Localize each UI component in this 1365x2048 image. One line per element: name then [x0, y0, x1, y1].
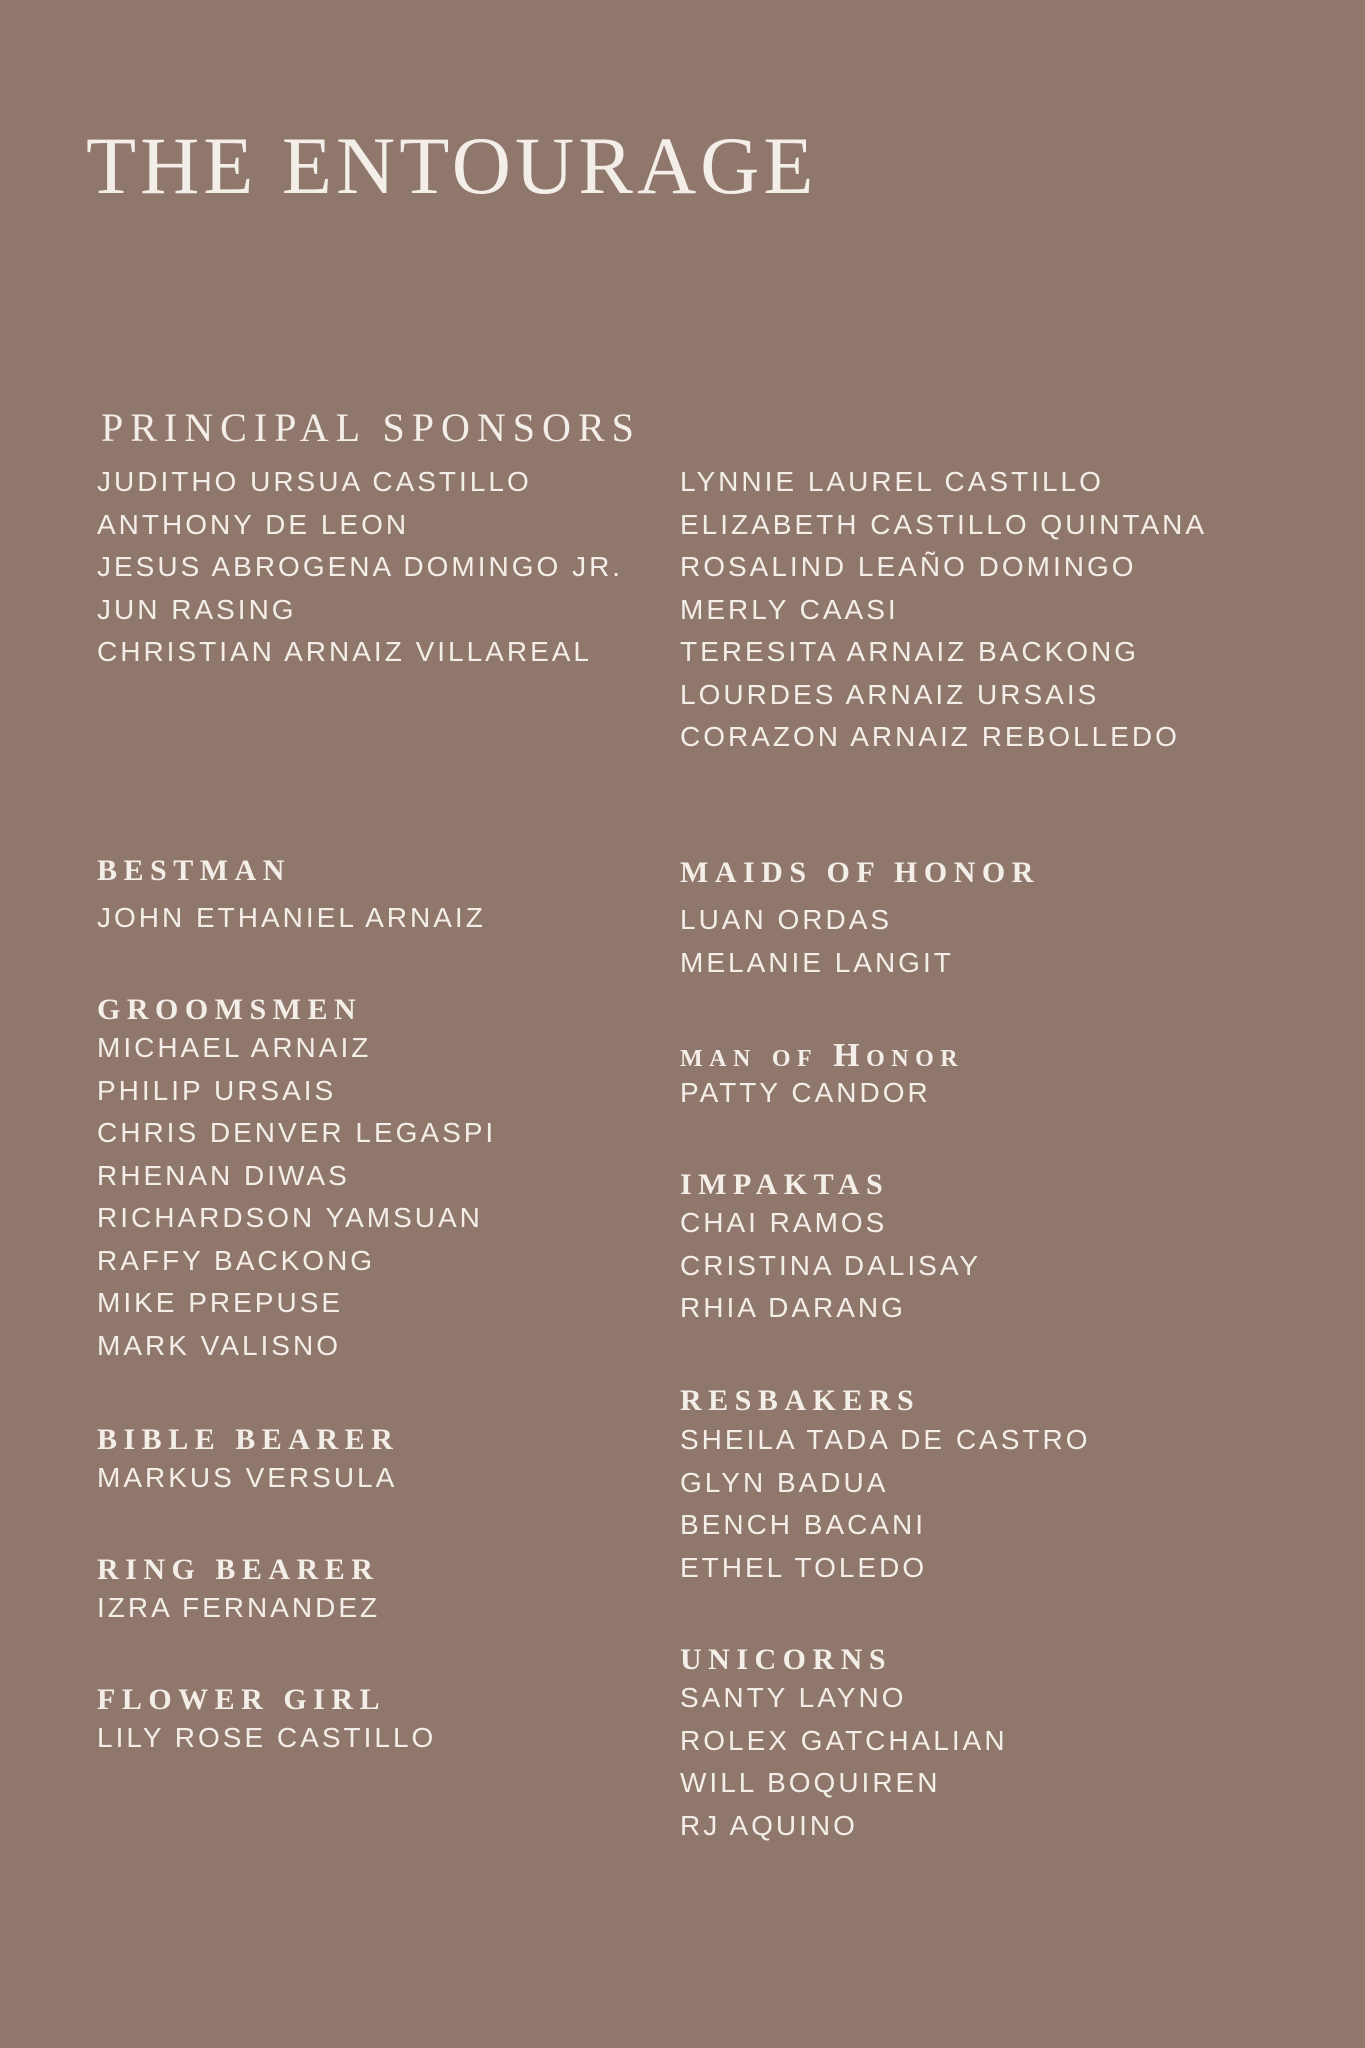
flower-girl-list — [97, 1717, 436, 1760]
list-item: MICHAEL ARNAIZ — [97, 1032, 372, 1063]
list-item: RJ AQUINO — [680, 1809, 858, 1841]
list-item: JUDITHO URSUA CASTILLO — [97, 466, 532, 497]
ring-bearer-list — [97, 1587, 380, 1630]
list-item: CRISTINA DALISAY — [680, 1249, 982, 1281]
man-of-honor-heading: man of Honor — [680, 1037, 965, 1074]
man-of-honor-list — [680, 1072, 931, 1115]
list-item: ROLEX GATCHALIAN — [680, 1724, 1008, 1756]
list-item: RAFFY BACKONG — [97, 1244, 376, 1276]
list-item: RICHARDSON YAMSUAN — [97, 1202, 483, 1233]
list-item: RHIA DARANG — [680, 1292, 906, 1323]
page-title: THE ENTOURAGE — [86, 120, 818, 211]
list-item: ROSALIND LEAÑO DOMINGO — [680, 551, 1137, 582]
list-item: MARK VALISNO — [97, 1329, 341, 1361]
list-item: MIKE PREPUSE — [97, 1287, 344, 1318]
list-item: CORAZON ARNAIZ REBOLLEDO — [680, 721, 1180, 752]
list-item: CHRIS DENVER LEGASPI — [97, 1117, 497, 1148]
principal-sponsors-heading: PRINCIPAL SPONSORS — [101, 405, 641, 450]
list-item: IZRA FERNANDEZ — [97, 1592, 381, 1623]
principal-sponsors-right-list — [680, 461, 1207, 759]
bestman-list — [97, 897, 486, 940]
impaktas-heading: IMPAKTAS — [680, 1168, 890, 1201]
bible-bearer-heading: BIBLE BEARER — [97, 1423, 400, 1456]
list-item: JOHN ETHANIEL ARNAIZ — [97, 902, 486, 933]
list-item: JESUS ABROGENA DOMINGO JR. — [97, 551, 624, 582]
list-item: MERLY CAASI — [680, 593, 899, 625]
list-item: PHILIP URSAIS — [97, 1074, 337, 1106]
principal-sponsors-left-list — [97, 461, 623, 674]
ring-bearer-heading: RING BEARER — [97, 1553, 380, 1586]
list-item: LUAN ORDAS — [680, 904, 893, 935]
list-item: ANTHONY DE LEON — [97, 508, 410, 540]
list-item: TERESITA ARNAIZ BACKONG — [680, 636, 1140, 667]
list-item: LYNNIE LAUREL CASTILLO — [680, 466, 1104, 497]
list-item: CHRISTIAN ARNAIZ VILLAREAL — [97, 636, 593, 667]
resbakers-heading: RESBAKERS — [680, 1384, 921, 1417]
list-item: BENCH BACANI — [680, 1509, 927, 1540]
bible-bearer-list — [97, 1457, 397, 1500]
maids-of-honor-list — [680, 899, 954, 984]
unicorns-list — [680, 1677, 1008, 1847]
maids-of-honor-heading: MAIDS OF HONOR — [680, 856, 1040, 889]
list-item: CHAI RAMOS — [680, 1207, 888, 1238]
list-item: PATTY CANDOR — [680, 1077, 931, 1108]
list-item: JUN RASING — [97, 593, 297, 625]
bestman-heading: BESTMAN — [97, 854, 291, 887]
list-item: MELANIE LANGIT — [680, 946, 954, 978]
groomsmen-list — [97, 1027, 496, 1367]
resbakers-list — [680, 1419, 1091, 1589]
list-item: WILL BOQUIREN — [680, 1767, 941, 1798]
list-item: LILY ROSE CASTILLO — [97, 1722, 437, 1753]
list-item: SANTY LAYNO — [680, 1682, 907, 1713]
list-item: ETHEL TOLEDO — [680, 1551, 928, 1583]
groomsmen-heading: GROOMSMEN — [97, 993, 363, 1026]
list-item: ELIZABETH CASTILLO QUINTANA — [680, 508, 1208, 540]
list-item: RHENAN DIWAS — [97, 1159, 350, 1191]
list-item: LOURDES ARNAIZ URSAIS — [680, 678, 1100, 710]
impaktas-list — [680, 1202, 981, 1330]
list-item: SHEILA TADA DE CASTRO — [680, 1424, 1091, 1455]
flower-girl-heading: FLOWER GIRL — [97, 1683, 387, 1716]
list-item: MARKUS VERSULA — [97, 1462, 398, 1493]
list-item: GLYN BADUA — [680, 1466, 889, 1498]
unicorns-heading: UNICORNS — [680, 1643, 893, 1676]
